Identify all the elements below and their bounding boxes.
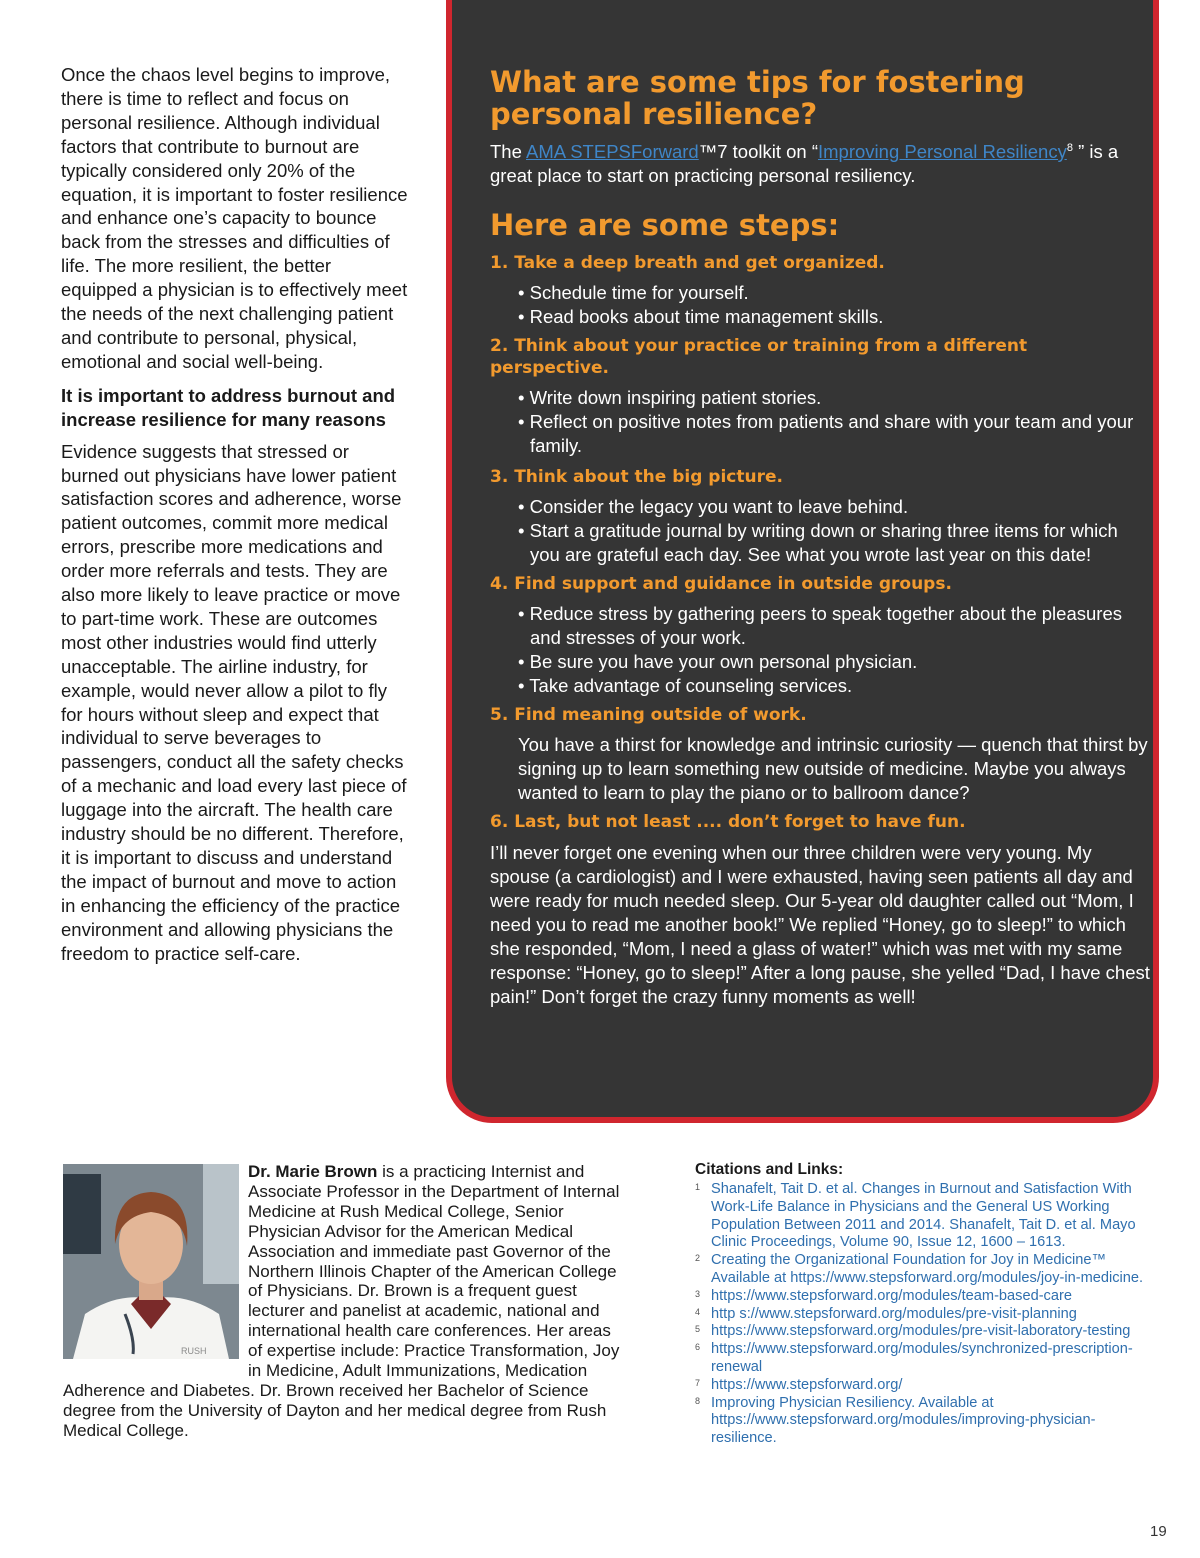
tips-content — [490, 66, 1150, 1009]
footnote-ref: 8 — [1066, 142, 1073, 154]
step-bullet: • Read books about time management skills. — [518, 306, 884, 328]
citation-text: https://www.stepsforward.org/modules/team-based-care — [711, 1287, 1072, 1304]
step-body — [490, 733, 1150, 805]
steps-heading: Here are some steps: — [490, 208, 840, 243]
page-number: 19 — [1150, 1523, 1167, 1540]
step-bullet: • Take advantage of counseling services. — [518, 675, 853, 697]
step-bullet: • Write down inspiring patient stories. — [518, 387, 822, 409]
step-text: You have a thirst for knowledge and intrinsic curiosity — quench that thirst by signing up to learn something new outside of medicine. Maybe you always wanted to learn to play the piano or to ballroom dance? — [518, 734, 1148, 804]
left-column — [61, 63, 411, 966]
anecdote-paragraph: I’ll never forget one evening when our three children were very young. My spouse (a cardiologist) and I were exhausted, having seen patients all day and were ready for much needed sleep. Our 5-year old daughter called out “Mom, I need you to read me another book!” We replied “Honey, go to sleep!” to which she responded, “Mom, I need a glass of water!” which was met with my same response: “Honey, go to sleep!” After a long pause, she yelled “Dad, I have chest pain!” Don’t forget the crazy funny moments as well! — [490, 842, 1150, 1008]
section-subheading: It is important to address burnout and increase resilience for many reasons — [61, 384, 396, 430]
coat-label: RUSH — [181, 1346, 207, 1356]
intro-text: ™7 toolkit on “ — [698, 141, 818, 163]
citation-item[interactable] — [695, 1395, 1155, 1448]
tips-callout-box — [446, 0, 1159, 1123]
step-bullet: • Be sure you have your own personal physician. — [518, 651, 918, 673]
author-bio-text: is a practicing Internist and Associate Professor in the Department of Internal Medicine at Rush Medical College, Senior Physician Advisor for the American Medical Association and immediate past Governor of the Northern Illinois Chapter of the American College of Physicians. Dr. Brown is a frequent guest lecturer and panelist at academic, national and international health care conferences. Her areas of expertise include: Practice Transformation, Joy in Medicine, Adult Immunizations, Medication Adherence and Diabetes. Dr. Brown received her Bachelor of Science degree from the University of Dayton and her medical degree from Rush Medical College. — [63, 1162, 620, 1440]
step-body — [490, 386, 1150, 458]
citation-text: Shanafelt, Tait D. et al. Changes in Burnout and Satisfaction With Work-Life Balance in Physicians and the General US Working Population Between 2011 and 2014. Shanafelt, Tait D. et al. Mayo Clinic Proceedings, Volume 90, Issue 12, 1600 – 1613. — [711, 1181, 1136, 1251]
citation-text: https://www.stepsforward.org/modules/pre-visit-laboratory-testing — [711, 1323, 1131, 1340]
step-body — [490, 602, 1150, 698]
step-bullet: • Reduce stress by gathering peers to speak together about the pleasures and stresses of your work. — [518, 603, 1122, 649]
citation-item[interactable] — [695, 1181, 1155, 1252]
citation-text: Creating the Organizational Foundation for Joy in Medicine™ Available at https://www.stepsforward.org/modules/joy-in-medicine. — [711, 1252, 1144, 1286]
citation-text: https://www.stepsforward.org/ — [711, 1376, 903, 1393]
intro-text: ” is a great place to start on practicing personal resiliency. — [490, 141, 1119, 187]
citation-text: https://www.stepsforward.org/modules/synchronized-prescription-renewal — [711, 1341, 1133, 1375]
citation-number: 5 — [695, 1324, 701, 1335]
step-title: 5. Find meaning outside of work. — [490, 705, 807, 726]
box-intro — [490, 136, 1150, 188]
citation-number: 3 — [695, 1288, 701, 1299]
citation-number: 2 — [695, 1253, 701, 1264]
step-bullet: • Reflect on positive notes from patients and share with your team and your family. — [518, 411, 1134, 457]
citation-item[interactable] — [695, 1306, 1155, 1324]
step-body — [490, 495, 1150, 567]
citation-item[interactable] — [695, 1341, 1155, 1377]
body-paragraph: Once the chaos level begins to improve, there is time to reflect and focus on personal resilience. Although individual factors that contribute to burnout are typically considered only 20% of the equation, it is important to foster resilience and enhance one’s capacity to bounce back from the stresses and difficulties of life. The more resilient, the better equipped a physician is to effectively meet the needs of the next challenging patient and contribute to personal, physical, emotional and social well-being. — [61, 64, 408, 372]
step-bullet: • Schedule time for yourself. — [518, 282, 749, 304]
step-title: 1. Take a deep breath and get organized. — [490, 253, 885, 274]
improving-resiliency-link[interactable]: Improving Personal Resiliency — [818, 141, 1067, 163]
citations-section — [695, 1160, 1155, 1448]
citation-number: 8 — [695, 1395, 701, 1406]
intro-text: The — [490, 141, 526, 163]
citation-number: 1 — [695, 1182, 701, 1192]
author-bio — [63, 1162, 623, 1441]
ama-stepsforward-link[interactable]: AMA STEPSForward — [526, 141, 699, 163]
citation-item[interactable] — [695, 1377, 1155, 1395]
step-bullet: • Start a gratitude journal by writing down or sharing three items for which you are grateful each day. See what you wrote last year on this date! — [518, 520, 1118, 566]
step-title: 2. Think about your practice or training from a different perspective. — [490, 336, 1028, 379]
step-title: 6. Last, but not least .... don’t forget to have fun. — [490, 812, 966, 833]
citation-item[interactable] — [695, 1252, 1155, 1288]
body-paragraph: Evidence suggests that stressed or burned out physicians have lower patient satisfaction scores and adherence, worse patient outcomes, commit more medical errors, prescribe more medications and order more referrals and tests. They are also more likely to leave practice or move to part-time work. These are outcomes most other industries would find utterly unacceptable. The airline industry, for example, would never allow a pilot to fly for hours without sleep and expect that individual to serve beverages to passengers, conduct all the safety checks of a mechanic and load every last piece of luggage into the aircraft. The health care industry should be no different. Therefore, it is important to discuss and understand the impact of burnout and move to action in enhancing the efficiency of the practice environment and allowing physicians the freedom to practice self-care. — [61, 440, 407, 964]
citation-number: 7 — [695, 1377, 701, 1388]
step-body — [490, 281, 1150, 329]
citation-text: Improving Physician Resiliency. Available at https://www.stepsforward.org/modules/improving-physician-resilience. — [711, 1394, 1096, 1447]
author-name: Dr. Marie Brown — [248, 1162, 378, 1181]
citation-text: http s://www.stepsforward.org/modules/pre-visit-planning — [711, 1305, 1077, 1322]
box-heading: What are some tips for fostering personal resilience? — [490, 65, 1025, 131]
citation-item[interactable] — [695, 1288, 1155, 1306]
step-bullet: • Consider the legacy you want to leave behind. — [518, 496, 909, 518]
citation-number: 6 — [695, 1342, 701, 1353]
step-title: 3. Think about the big picture. — [490, 467, 783, 488]
citation-item[interactable] — [695, 1323, 1155, 1341]
citation-number: 4 — [695, 1306, 701, 1317]
citations-title: Citations and Links: — [695, 1161, 844, 1178]
photo-spacer — [63, 1162, 248, 1380]
step-title: 4. Find support and guidance in outside groups. — [490, 574, 952, 595]
